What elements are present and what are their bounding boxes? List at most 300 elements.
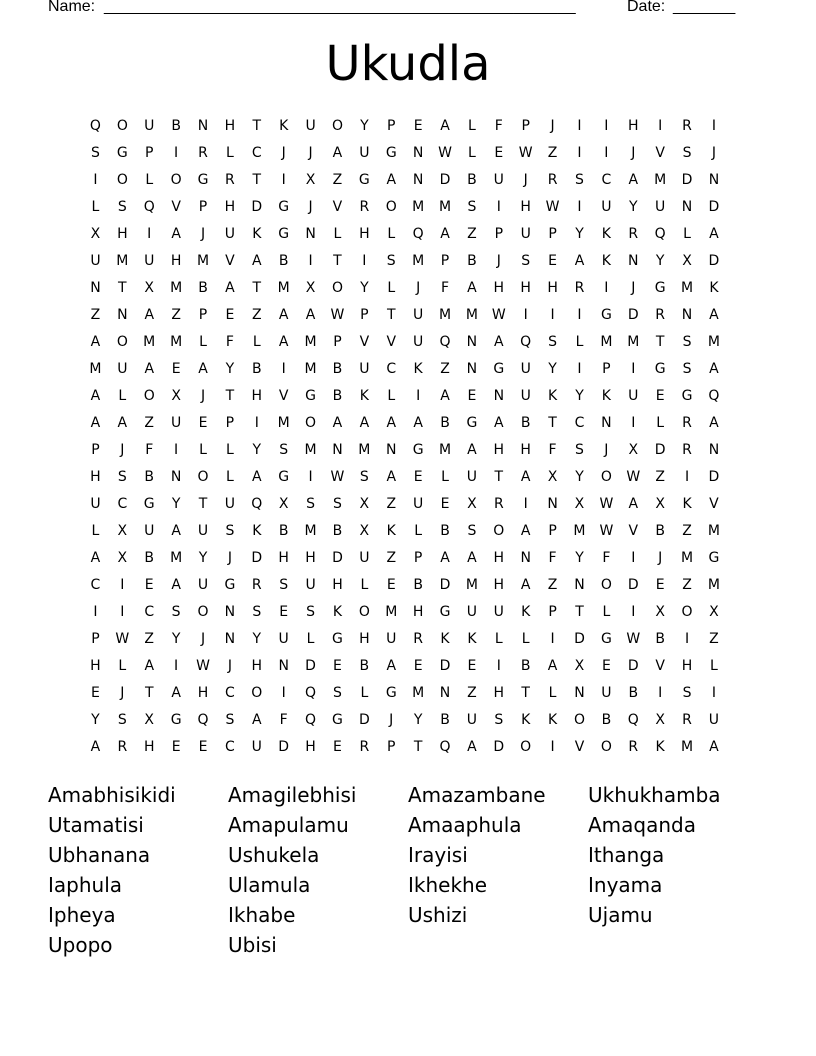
grid-letter: X (171, 387, 181, 404)
word-search-grid (82, 112, 738, 760)
grid-letter: N (681, 306, 693, 323)
grid-letter: S (467, 522, 477, 539)
grid-letter: G (278, 468, 290, 485)
grid-letter: U (520, 225, 531, 242)
grid-letter: H (493, 684, 505, 701)
grid-letter: E (198, 414, 208, 431)
grid-letter: B (440, 711, 450, 728)
grid-letter: U (413, 306, 424, 323)
grid-letter: J (227, 549, 232, 566)
grid-letter: A (709, 738, 719, 755)
grid-letter: R (198, 144, 208, 161)
grid-letter: M (412, 684, 425, 701)
grid-letter: A (520, 522, 531, 539)
header (48, 0, 748, 20)
grid-letter: S (333, 495, 342, 512)
grid-letter: S (467, 198, 477, 215)
grid-letter: B (198, 279, 208, 296)
grid-letter: H (251, 387, 263, 404)
grid-letter: K (440, 630, 450, 647)
grid-letter: J (120, 441, 125, 458)
grid-letter: S (682, 333, 692, 350)
grid-letter: B (467, 171, 477, 188)
grid-letter: A (278, 333, 289, 350)
grid-letter: I (577, 306, 582, 323)
grid-letter: Y (171, 495, 181, 512)
grid-letter: H (547, 279, 558, 296)
grid-letter: H (224, 117, 236, 134)
grid-letter: I (281, 360, 286, 377)
grid-letter: V (655, 144, 665, 161)
grid-letter: V (574, 738, 585, 755)
grid-letter: G (439, 603, 451, 620)
grid-letter: O (305, 414, 317, 431)
grid-letter: F (494, 117, 503, 134)
grid-letter: A (278, 306, 289, 323)
grid-letter: S (117, 198, 127, 215)
grid-letter: C (251, 144, 262, 161)
grid-letter: Q (412, 225, 424, 242)
grid-letter: T (252, 117, 262, 134)
grid-letter: J (631, 144, 636, 161)
grid-letter: Z (332, 171, 343, 188)
grid-letter: Q (89, 117, 101, 134)
grid-letter: A (467, 549, 477, 566)
grid-letter: A (225, 279, 235, 296)
grid-letter: O (197, 603, 209, 620)
grid-letter: X (574, 657, 585, 674)
word-list-item: Ikhekhe (408, 873, 488, 897)
grid-letter: U (386, 630, 397, 647)
grid-letter: E (413, 117, 423, 134)
grid-letter: P (145, 144, 154, 161)
grid-letter: W (115, 630, 130, 647)
grid-letter: K (252, 225, 262, 242)
grid-letter: X (655, 711, 665, 728)
grid-letter: X (628, 441, 639, 458)
grid-letter: L (91, 522, 100, 539)
word-list-item: Ubhanana (48, 843, 151, 867)
grid-letter: M (465, 306, 478, 323)
grid-letter: V (359, 333, 370, 350)
grid-letter: T (118, 279, 127, 296)
grid-letter: D (332, 549, 343, 566)
grid-letter: N (386, 441, 397, 458)
grid-letter: W (330, 468, 345, 485)
grid-row (82, 490, 738, 517)
grid-letter: A (198, 360, 208, 377)
grid-letter: A (494, 414, 504, 431)
grid-letter: U (224, 495, 236, 512)
grid-letter: L (575, 333, 584, 350)
grid-letter: I (254, 414, 259, 431)
grid-letter: Z (682, 522, 692, 539)
grid-letter: S (306, 495, 316, 512)
word-list-item: Ushizi (408, 903, 468, 927)
grid-letter: T (413, 738, 423, 755)
grid-letter: R (628, 225, 639, 242)
grid-letter: I (93, 171, 98, 188)
grid-letter: M (143, 333, 156, 350)
grid-letter: E (413, 657, 423, 674)
grid-letter: L (494, 630, 503, 647)
grid-letter: Q (627, 711, 639, 728)
grid-letter: S (494, 711, 504, 728)
grid-letter: V (171, 198, 181, 215)
grid-letter: M (680, 279, 694, 296)
grid-letter: L (91, 198, 100, 215)
grid-letter: E (171, 738, 181, 755)
grid-letter: X (682, 252, 692, 269)
grid-letter: A (574, 252, 585, 269)
grid-letter: L (548, 684, 557, 701)
grid-letter: A (709, 225, 719, 242)
grid-letter: B (332, 522, 343, 539)
grid-letter: G (278, 225, 290, 242)
grid-letter: X (359, 495, 370, 512)
grid-letter: U (90, 252, 101, 269)
grid-letter: N (224, 603, 236, 620)
grid-row (82, 112, 738, 139)
grid-letter: A (467, 738, 477, 755)
grid-letter: K (601, 387, 611, 404)
grid-letter: E (386, 576, 396, 593)
grid-letter: K (332, 603, 343, 620)
word-list-item: Upopo (48, 933, 113, 957)
grid-letter: M (358, 441, 371, 458)
grid-letter: F (602, 549, 611, 566)
grid-letter: Y (225, 360, 235, 377)
grid-letter: B (655, 522, 665, 539)
grid-letter: M (438, 306, 452, 323)
grid-letter: J (523, 171, 528, 188)
grid-letter: L (710, 657, 718, 674)
grid-letter: B (467, 252, 477, 269)
grid-letter: S (117, 468, 127, 485)
grid-letter: W (491, 306, 506, 323)
grid-letter: L (468, 117, 476, 134)
grid-letter: S (386, 252, 396, 269)
word-list-item: Ubisi (228, 933, 277, 957)
grid-letter: Z (440, 360, 450, 377)
grid-letter: L (387, 387, 396, 404)
grid-letter: M (304, 441, 317, 458)
grid-letter: Y (252, 441, 262, 458)
grid-letter: G (493, 360, 505, 377)
grid-letter: U (144, 252, 155, 269)
grid-letter: X (359, 522, 370, 539)
grid-letter: U (655, 198, 666, 215)
grid-letter: O (143, 387, 155, 404)
grid-letter: I (604, 279, 609, 296)
grid-letter: K (601, 225, 611, 242)
grid-letter: G (197, 171, 209, 188)
grid-letter: X (305, 171, 316, 188)
grid-letter: A (467, 441, 477, 458)
grid-letter: U (466, 468, 478, 485)
grid-letter: W (196, 657, 210, 674)
grid-letter: A (386, 414, 397, 431)
word-list-item: Amaaphula (408, 813, 522, 837)
grid-letter: Z (144, 414, 155, 431)
grid-letter: H (90, 657, 101, 674)
grid-letter: A (144, 360, 155, 377)
grid-letter: X (547, 468, 558, 485)
grid-letter: A (171, 684, 181, 701)
grid-letter: X (278, 495, 289, 512)
grid-letter: L (145, 171, 154, 188)
grid-letter: U (359, 549, 370, 566)
grid-letter: F (548, 441, 557, 458)
grid-letter: P (521, 117, 530, 134)
grid-letter: C (117, 495, 128, 512)
grid-letter: I (684, 630, 690, 647)
grid-letter: X (144, 711, 155, 728)
grid-letter: D (439, 171, 451, 188)
grid-letter: P (91, 630, 100, 647)
grid-letter: H (681, 657, 693, 674)
grid-letter: O (681, 603, 693, 620)
grid-letter: O (251, 684, 263, 701)
grid-letter: I (416, 387, 421, 404)
grid-letter: P (440, 252, 450, 269)
word-list-item: Amabhisikidi (48, 783, 176, 807)
grid-letter: C (601, 171, 612, 188)
grid-letter: I (631, 414, 636, 431)
grid-letter: A (494, 333, 504, 350)
grid-row (82, 598, 738, 625)
grid-letter: A (171, 576, 181, 593)
grid-letter: O (573, 711, 585, 728)
grid-letter: N (681, 198, 693, 215)
grid-letter: I (577, 144, 582, 161)
grid-letter: C (574, 414, 585, 431)
grid-letter: S (359, 468, 369, 485)
grid-letter: W (599, 522, 614, 539)
grid-letter: U (466, 711, 478, 728)
grid-letter: O (331, 117, 343, 134)
grid-letter: U (493, 171, 504, 188)
word-list-item: Ikhabe (228, 903, 296, 927)
grid-letter: T (521, 684, 530, 701)
word-list-item: Ithanga (588, 843, 665, 867)
grid-letter: M (89, 360, 102, 377)
grid-letter: D (278, 738, 290, 755)
grid-letter: Y (198, 549, 208, 566)
grid-letter: Z (90, 306, 101, 323)
grid-letter: N (708, 171, 720, 188)
grid-letter: S (252, 603, 262, 620)
name-line: _____________________________________________________ (104, 0, 576, 15)
grid-letter: N (412, 144, 424, 161)
grid-letter: K (709, 279, 719, 296)
grid-letter: I (281, 171, 286, 188)
grid-letter: H (224, 198, 236, 215)
grid-letter: U (278, 630, 289, 647)
grid-letter: Y (252, 630, 262, 647)
grid-letter: L (521, 630, 530, 647)
grid-letter: L (387, 279, 396, 296)
page-title: Ukudla (325, 36, 491, 92)
grid-letter: I (658, 684, 663, 701)
grid-letter: U (493, 603, 504, 620)
grid-letter: M (116, 252, 129, 269)
grid-letter: I (120, 603, 125, 620)
grid-letter: R (359, 198, 370, 215)
grid-letter: Z (171, 306, 181, 323)
grid-letter: E (601, 657, 611, 674)
grid-letter: I (550, 738, 555, 755)
grid-letter: I (174, 657, 179, 674)
grid-letter: A (628, 495, 639, 512)
grid-letter: I (577, 360, 582, 377)
grid-row (82, 328, 738, 355)
grid-letter: U (197, 522, 209, 539)
grid-letter: I (496, 198, 501, 215)
grid-letter: N (708, 441, 720, 458)
grid-letter: J (389, 711, 394, 728)
grid-letter: Q (143, 198, 155, 215)
grid-letter: E (225, 306, 235, 323)
grid-row (82, 166, 738, 193)
grid-row (82, 652, 738, 679)
grid-letter: K (386, 522, 396, 539)
grid-letter: A (90, 333, 101, 350)
grid-letter: B (601, 711, 612, 728)
grid-letter: A (467, 279, 477, 296)
word-list-item: Amazambane (408, 783, 546, 807)
grid-letter: I (308, 468, 313, 485)
grid-letter: M (196, 252, 210, 269)
name-label: Name: (48, 0, 96, 15)
grid-letter: H (278, 549, 289, 566)
grid-letter: I (711, 117, 716, 134)
grid-letter: R (655, 306, 666, 323)
grid-letter: M (438, 198, 452, 215)
grid-letter: U (359, 360, 370, 377)
grid-letter: O (116, 333, 128, 350)
grid-letter: B (655, 630, 665, 647)
grid-letter: A (90, 738, 101, 755)
grid-letter: S (575, 171, 584, 188)
grid-letter: G (143, 495, 155, 512)
grid-letter: W (330, 306, 345, 323)
grid-letter: C (386, 360, 397, 377)
grid-letter: A (520, 468, 531, 485)
word-list-item: Ulamula (228, 873, 311, 897)
grid-letter: H (197, 684, 209, 701)
grid-letter: J (200, 387, 206, 404)
grid-letter: K (359, 387, 369, 404)
grid-letter: A (117, 414, 128, 431)
grid-letter: U (224, 225, 236, 242)
grid-letter: Z (386, 495, 397, 512)
grid-letter: Z (251, 306, 262, 323)
grid-letter: A (252, 711, 262, 728)
grid-letter: N (493, 387, 505, 404)
grid-letter: N (305, 225, 316, 242)
grid-letter: P (494, 225, 504, 242)
grid-letter: Y (655, 252, 665, 269)
grid-letter: U (359, 144, 370, 161)
grid-letter: G (116, 144, 128, 161)
grid-letter: T (198, 495, 208, 512)
grid-letter: N (224, 630, 236, 647)
grid-letter: Z (682, 576, 692, 593)
grid-letter: G (654, 360, 666, 377)
grid-letter: H (332, 576, 343, 593)
grid-row (82, 355, 738, 382)
grid-letter: A (440, 225, 450, 242)
grid-letter: A (520, 576, 531, 593)
grid-letter: A (332, 414, 343, 431)
grid-letter: R (117, 738, 128, 755)
grid-letter: L (252, 333, 261, 350)
grid-letter: O (116, 117, 128, 134)
grid-letter: M (707, 333, 720, 350)
grid-letter: U (628, 387, 639, 404)
grid-letter: Y (575, 468, 584, 485)
grid-letter: R (413, 630, 423, 647)
grid-letter: N (547, 495, 558, 512)
grid-letter: A (332, 144, 343, 161)
grid-letter: E (333, 738, 342, 755)
grid-letter: N (170, 468, 182, 485)
grid-letter: C (225, 738, 235, 755)
grid-letter: F (225, 333, 234, 350)
grid-letter: N (412, 171, 424, 188)
grid-letter: S (682, 684, 692, 701)
grid-letter: A (413, 414, 423, 431)
grid-letter: I (308, 252, 313, 269)
grid-letter: S (91, 144, 100, 161)
grid-letter: X (467, 495, 477, 512)
grid-letter: T (252, 279, 262, 296)
grid-letter: Y (360, 117, 369, 134)
grid-letter: K (467, 630, 477, 647)
grid-letter: X (709, 603, 719, 620)
grid-letter: A (628, 171, 639, 188)
grid-letter: A (90, 414, 101, 431)
grid-letter: Q (654, 225, 666, 242)
grid-letter: H (170, 252, 182, 269)
grid-letter: Y (575, 225, 584, 242)
grid-letter: E (279, 603, 289, 620)
grid-letter: N (520, 549, 531, 566)
grid-letter: M (707, 522, 720, 539)
grid-letter: M (277, 414, 290, 431)
grid-letter: J (604, 441, 609, 458)
grid-letter: D (654, 441, 666, 458)
grid-letter: B (520, 414, 531, 431)
grid-letter: U (251, 738, 262, 755)
grid-letter: X (655, 603, 665, 620)
grid-letter: U (601, 198, 612, 215)
grid-letter: H (627, 117, 639, 134)
grid-letter: B (251, 360, 262, 377)
grid-letter: M (707, 576, 720, 593)
grid-letter: Y (171, 630, 181, 647)
grid-letter: L (225, 144, 234, 161)
grid-letter: Y (360, 279, 369, 296)
grid-letter: O (116, 171, 128, 188)
word-list-item: Inyama (588, 873, 663, 897)
grid-letter: Q (520, 333, 532, 350)
grid-letter: Q (439, 738, 451, 755)
grid-letter: W (545, 198, 560, 215)
grid-letter: B (144, 549, 155, 566)
grid-letter: P (198, 306, 208, 323)
